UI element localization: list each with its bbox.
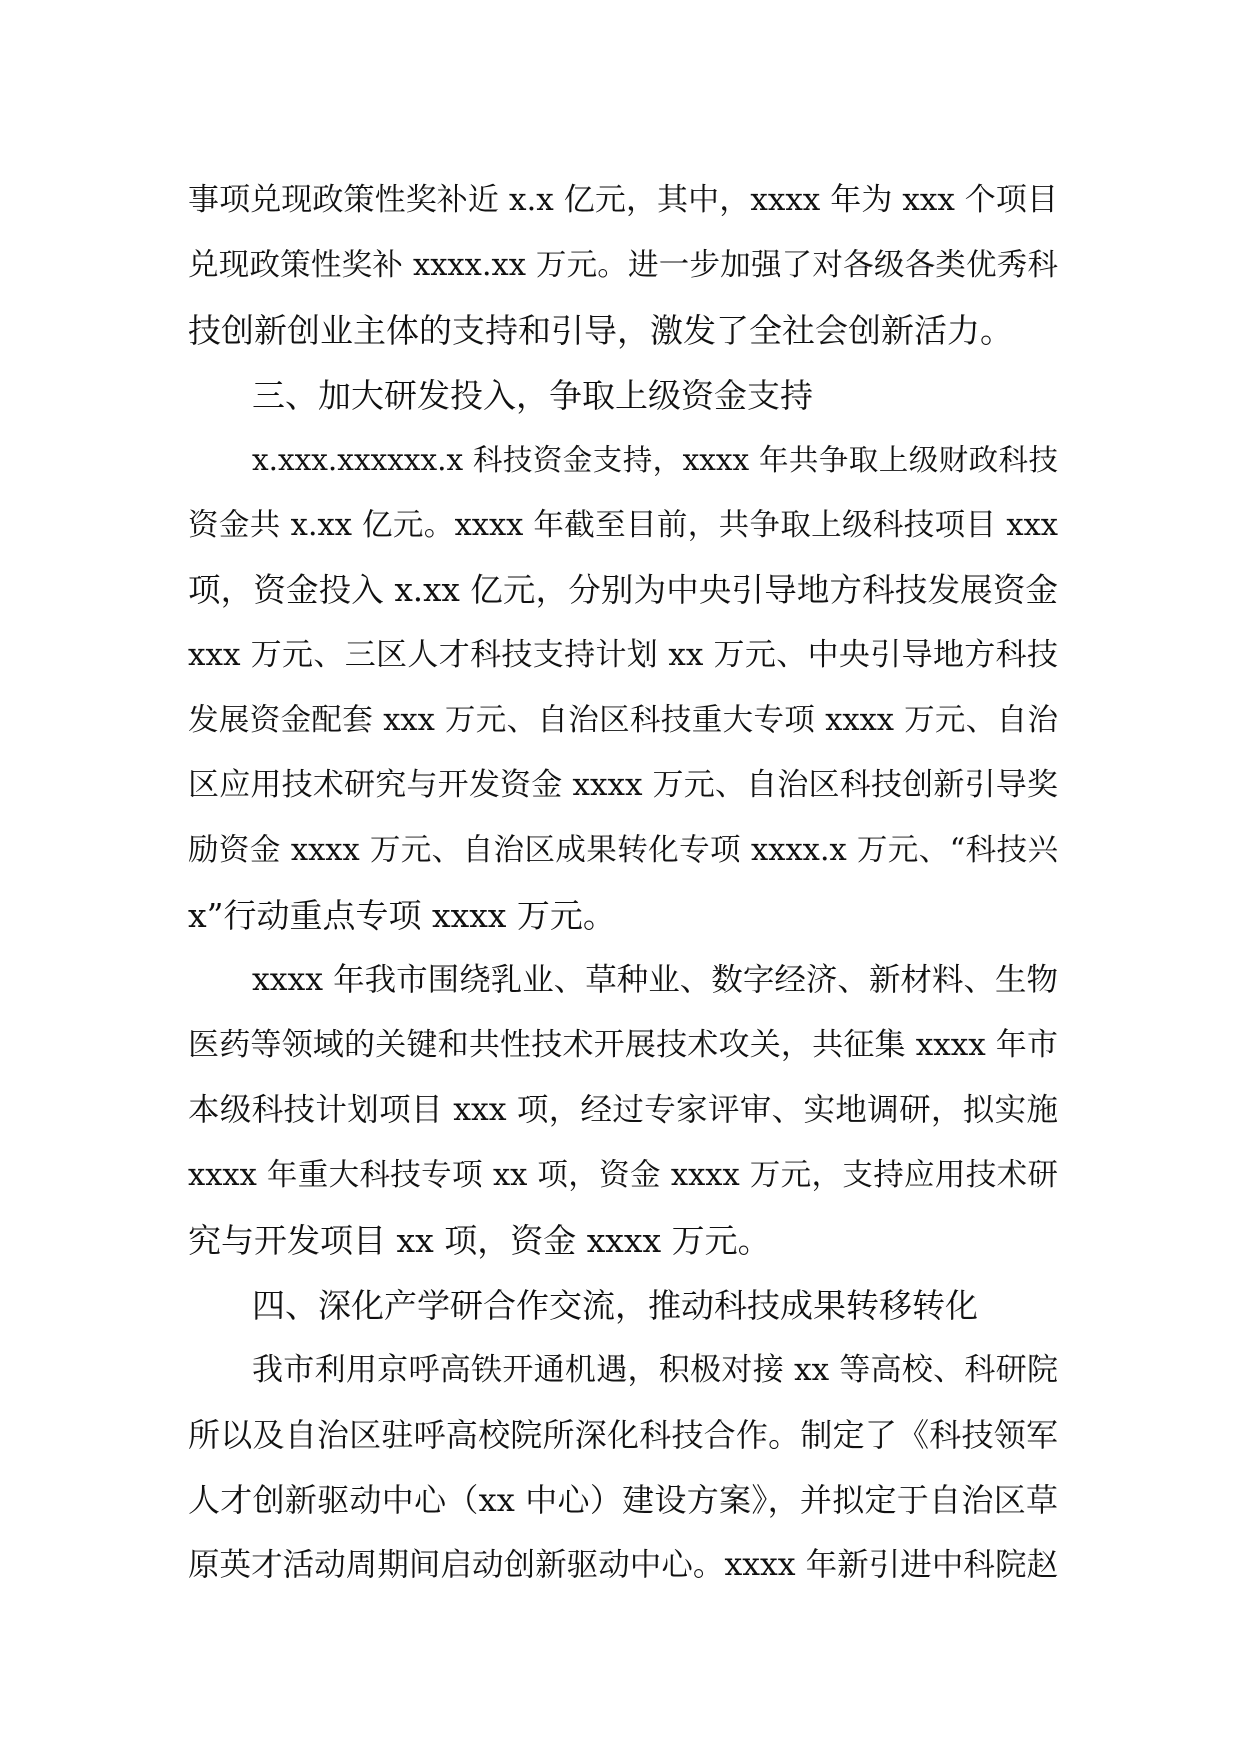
text-line: 所以及自治区驻呼高校院所深化科技合作。制定了《科技领军 xyxy=(188,1416,1058,1454)
text-line: xxx 万元、三区人才科技支持计划 xx 万元、中央引导地方科技 xyxy=(188,637,1058,673)
document-page xyxy=(188,168,1058,1598)
text-line: 人才创新驱动中心（xx 中心）建设方案》，并拟定于自治区草 xyxy=(188,1481,1058,1519)
text-line: 区应用技术研究与开发资金 xxxx 万元、自治区科技创新引导奖 xyxy=(188,767,1058,803)
section-heading: 四、深化产学研合作交流，推动科技成果转移转化 xyxy=(252,1286,978,1325)
text-line: 本级科技计划项目 xxx 项，经过专家评审、实地调研，拟实施 xyxy=(188,1092,1058,1128)
text-line: 事项兑现政策性奖补近 x.x 亿元，其中，xxxx 年为 xxx 个项目 xyxy=(188,182,1058,218)
text-line: xxxx 年重大科技专项 xx 项，资金 xxxx 万元，支持应用技术研 xyxy=(188,1158,1058,1193)
paragraph-first-line: xxxx 年我市围绕乳业、草种业、数字经济、新材料、生物 xyxy=(252,962,1058,998)
text-line: 励资金 xxxx 万元、自治区成果转化专项 xxxx.x 万元、“科技兴 xyxy=(188,833,1058,868)
text-line: x”行动重点专项 xxxx 万元。 xyxy=(188,896,616,935)
text-line: 资金共 x.xx 亿元。xxxx 年截至目前，共争取上级科技项目 xxx xyxy=(188,508,1058,543)
paragraph-first-line: x.xxx.xxxxxx.x 科技资金支持，xxxx 年共争取上级财政科技 xyxy=(252,443,1058,477)
text-line: 原英才活动周期间启动创新驱动中心。xxxx 年新引进中科院赵 xyxy=(188,1547,1058,1583)
paragraph-first-line: 我市利用京呼高铁开通机遇，积极对接 xx 等高校、科研院 xyxy=(252,1352,1058,1388)
text-line: 项，资金投入 x.xx 亿元，分别为中央引导地方科技发展资金 xyxy=(188,571,1058,609)
text-line: 医药等领域的关键和共性技术开展技术攻关，共征集 xxxx 年市 xyxy=(188,1027,1058,1063)
text-line: 发展资金配套 xxx 万元、自治区科技重大专项 xxxx 万元、自治 xyxy=(188,703,1058,738)
text-line: 究与开发项目 xx 项，资金 xxxx 万元。 xyxy=(188,1221,771,1260)
text-line: 技创新创业主体的支持和引导，激发了全社会创新活力。 xyxy=(188,311,1013,350)
text-line: 兑现政策性奖补 xxxx.xx 万元。进一步加强了对各级各类优秀科 xyxy=(188,248,1058,283)
section-heading: 三、加大研发投入，争取上级资金支持 xyxy=(252,376,813,415)
